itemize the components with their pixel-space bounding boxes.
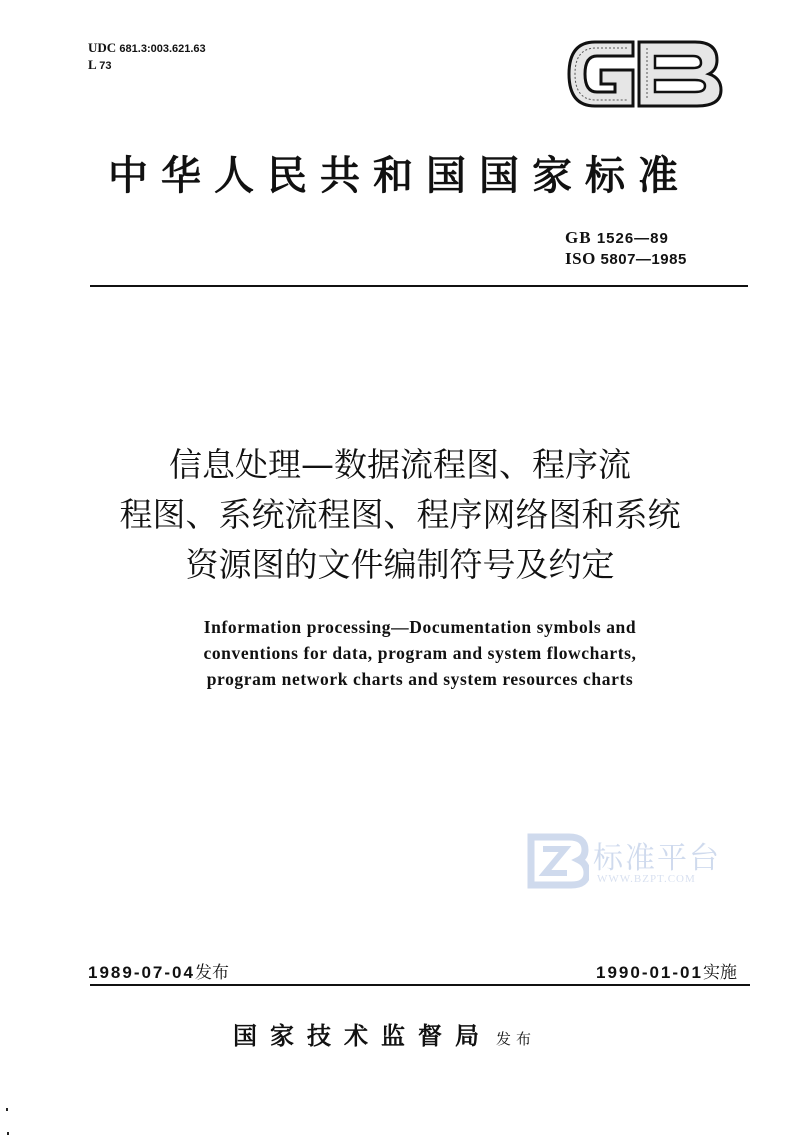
watermark-text: 标准平台	[593, 841, 721, 876]
gb-number: 1526—89	[596, 230, 669, 247]
header-divider	[90, 285, 748, 287]
class-label: L	[88, 57, 96, 72]
chinese-title-line: 信息处理—数据流程图、程序流	[169, 445, 631, 484]
watermark	[527, 833, 727, 891]
chinese-title-line: 程图、系统流程图、程序网络图和系统	[119, 495, 681, 534]
chinese-title-line: 资源图的文件编制符号及约定	[185, 545, 615, 584]
bzpt-logo-icon	[527, 833, 589, 889]
issue-date-value: 1989-07-04	[88, 963, 195, 982]
gb-prefix: GB	[565, 228, 592, 247]
watermark-url: WWW.BZPT.COM	[597, 873, 696, 885]
issue-date	[88, 958, 229, 983]
udc-number: 681.3:003.621.63	[119, 43, 206, 55]
iso-prefix: ISO	[565, 249, 596, 268]
publisher-action: 发布	[496, 1030, 537, 1048]
publisher-organization: 国家技术监督局	[233, 1021, 492, 1050]
implementation-label: 实施	[702, 963, 737, 983]
footer-divider	[90, 984, 750, 986]
udc-classification	[88, 40, 206, 74]
chinese-title	[60, 440, 740, 590]
gb-logo-icon	[555, 28, 735, 120]
iso-number: 5807—1985	[600, 251, 687, 268]
implementation-date	[596, 958, 737, 983]
national-standard-title: 中华人民共和国国家标准	[108, 152, 691, 199]
english-title-line: program network charts and system resources charts	[206, 669, 634, 689]
english-title-line: Information processing—Documentation symbols and	[203, 617, 637, 637]
scan-speck	[7, 1132, 9, 1135]
class-number: 73	[99, 60, 112, 72]
english-title	[150, 614, 690, 692]
publisher	[233, 1016, 536, 1051]
english-title-line: conventions for data, program and system flowcharts,	[203, 643, 637, 663]
issue-label: 发布	[194, 963, 229, 983]
standard-codes	[565, 228, 687, 270]
implementation-date-value: 1990-01-01	[596, 963, 703, 982]
scan-speck	[6, 1108, 8, 1111]
udc-label: UDC	[88, 40, 117, 55]
